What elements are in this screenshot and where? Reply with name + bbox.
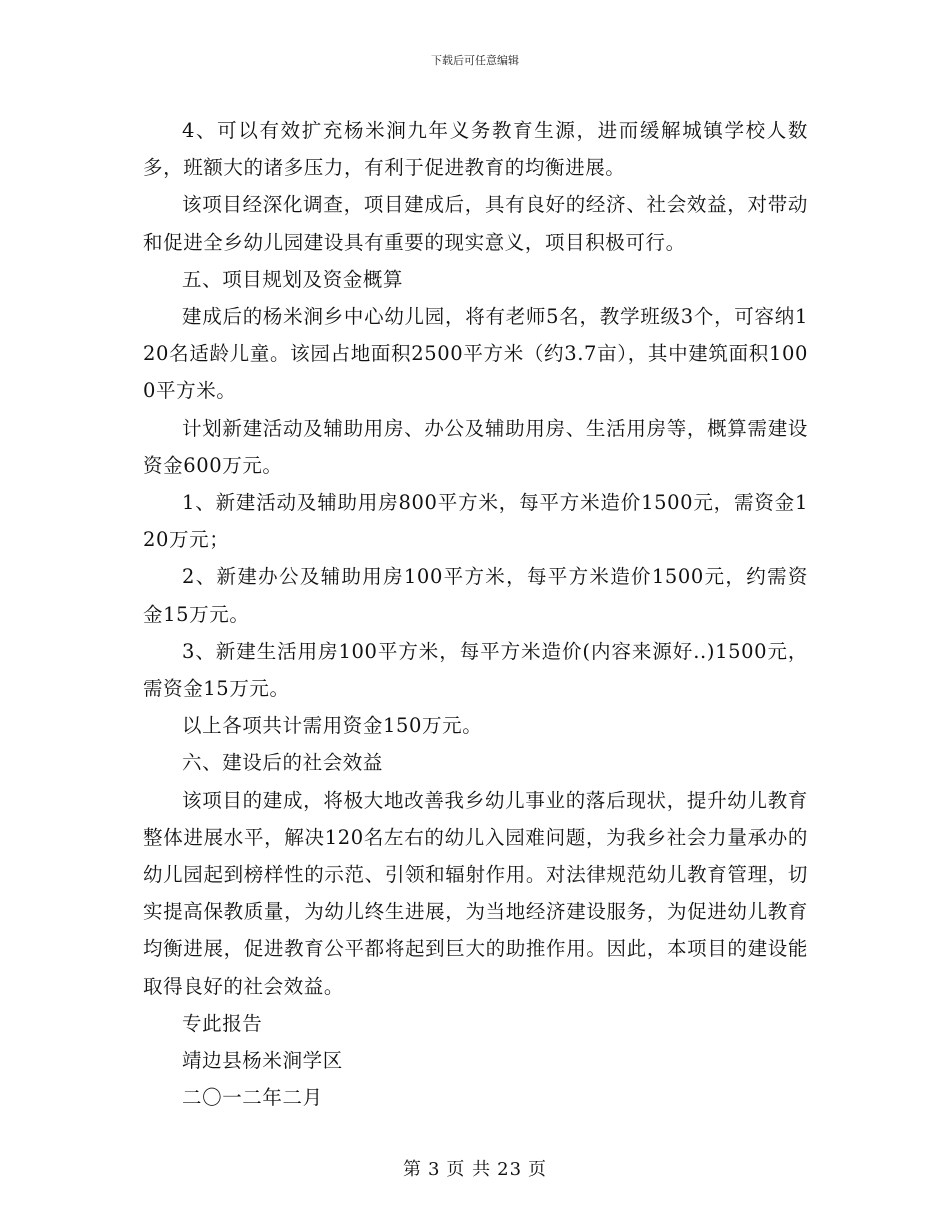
paragraph-item-4: 4、可以有效扩充杨米涧九年义务教育生源，进而缓解城镇学校人数多，班额大的诸多压力，有利于促进教育的均衡进展。 [143,119,808,180]
page-header: 下载后可任意编辑 [431,54,519,67]
paragraph-kindergarten-scale: 建成后的杨米涧乡中心幼儿园，将有老师5名，教学班级3个，可容纳120名适龄儿童。该园占地面积2500平方米（约3.7亩），其中建筑面积1000平方米。 [143,305,808,403]
signature-organization: 靖边县杨米涧学区 [182,1049,343,1073]
page-number: 3 [427,1159,441,1180]
footer-prefix: 第 [402,1159,422,1180]
paragraph-cost-item-3: 3、新建生活用房100平方米，每平方米造价(内容来源好..)1500元，需资金15万元。 [143,639,808,701]
total-pages: 23 [497,1159,523,1180]
section-heading-planning: 五、项目规划及资金概算 [182,267,404,291]
signature-date: 二〇一二年二月 [182,1086,323,1110]
footer-suffix: 页 [528,1159,548,1180]
section-heading-social-benefit: 六、建设后的社会效益 [182,751,384,775]
paragraph-total-cost: 以上各项共计需用资金150万元。 [182,714,483,738]
paragraph-cost-item-1: 1、新建活动及辅助用房800平方米，每平方米造价1500元，需资金120万元； [143,491,808,552]
closing-report: 专此报告 [182,1011,263,1035]
paragraph-social-benefit: 该项目的建成，将极大地改善我乡幼儿事业的落后现状，提升幼儿教育整体进展水平，解决120名左右的幼儿入园难问题，为我乡社会力量承办的幼儿园起到榜样性的示范、引领和辐射作用。对法律规范幼儿教育管理，切实提高保教质量，为幼儿终生进展，为当地经济建设服务，为促进幼儿教育均衡进展，促进教育公平都将起到巨大的助推作用。因此，本项目的建设能取得良好的社会效益。 [143,788,808,998]
document-body [143,112,808,1116]
footer-middle: 页 共 [446,1159,492,1180]
paragraph-construction-plan: 计划新建活动及辅助用房、办公及辅助用房、生活用房等，概算需建设资金600万元。 [143,416,808,477]
paragraph-project-evaluation: 该项目经深化调查，项目建成后，具有良好的经济、社会效益，对带动和促进全乡幼儿园建设具有重要的现实意义，项目积极可行。 [143,193,808,254]
paragraph-cost-item-2: 2、新建办公及辅助用房100平方米，每平方米造价1500元，约需资金15万元。 [143,565,808,626]
page-footer [0,1155,950,1181]
